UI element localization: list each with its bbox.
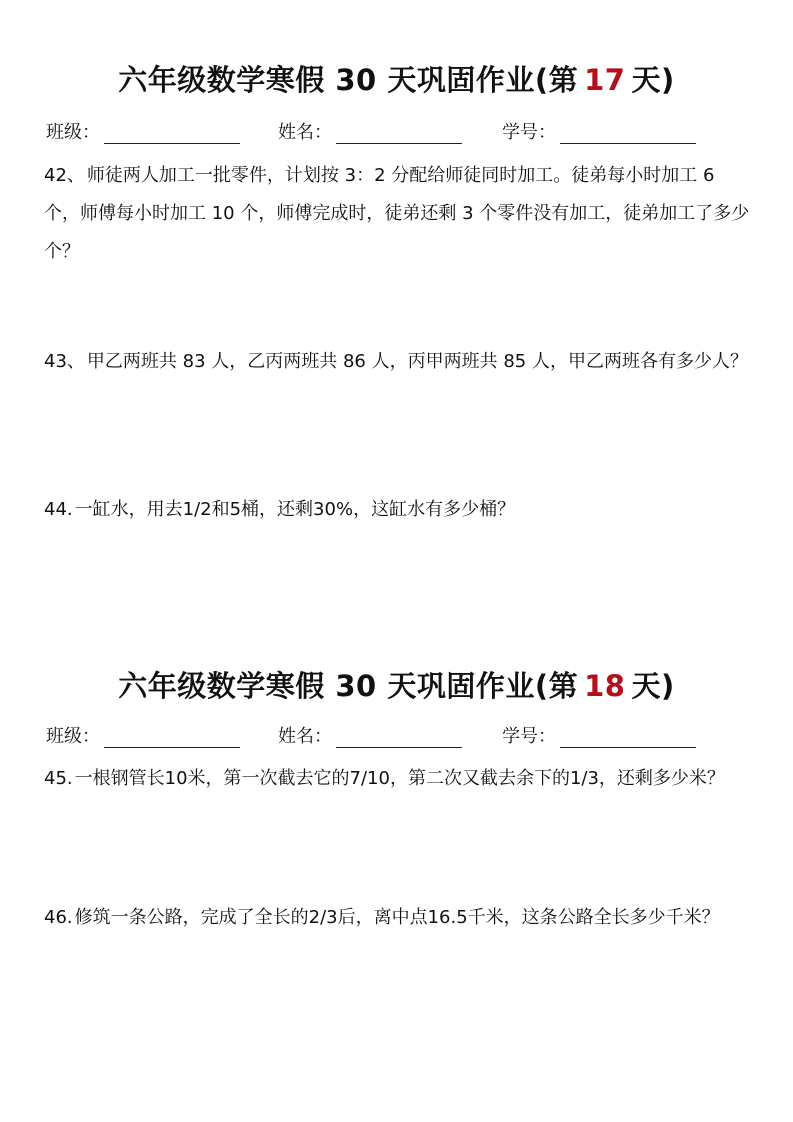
id-blank[interactable]	[560, 729, 696, 748]
title-suffix: 天)	[631, 669, 675, 703]
name-label: 姓名：	[278, 122, 332, 143]
day-number: 18	[584, 669, 626, 703]
class-field	[46, 722, 240, 748]
question-text: 修筑一条公路，完成了全长的2/3后，离中点16.5千米，这条公路全长多少千米？	[74, 907, 720, 928]
question-46	[44, 899, 754, 937]
question-text: 一根钢管长10米，第一次截去它的7/10，第二次又截去余下的1/3，还剩多少米？	[74, 768, 725, 789]
class-label: 班级：	[46, 122, 100, 143]
worksheet-title-day-17	[0, 58, 793, 99]
title-prefix: 六年级数学寒假 30 天巩固作业(第	[118, 63, 579, 97]
question-42	[44, 157, 754, 271]
worksheet-title-day-18	[0, 664, 793, 705]
name-blank[interactable]	[336, 125, 462, 144]
id-label: 学号：	[502, 726, 556, 747]
question-44	[44, 491, 754, 529]
name-label: 姓名：	[278, 726, 332, 747]
question-number: 45.	[44, 768, 73, 789]
name-field	[278, 118, 462, 144]
id-field	[502, 118, 696, 144]
question-43	[44, 343, 754, 381]
student-info-row	[46, 722, 746, 748]
name-field	[278, 722, 462, 748]
question-number: 43、	[44, 351, 85, 372]
question-number: 44.	[44, 499, 73, 520]
student-info-row	[46, 118, 746, 144]
question-number: 42、	[44, 165, 85, 186]
id-blank[interactable]	[560, 125, 696, 144]
id-label: 学号：	[502, 122, 556, 143]
title-suffix: 天)	[631, 63, 675, 97]
name-blank[interactable]	[336, 729, 462, 748]
day-number: 17	[584, 63, 626, 97]
class-blank[interactable]	[104, 125, 240, 144]
class-blank[interactable]	[104, 729, 240, 748]
question-45	[44, 760, 754, 798]
question-text: 师徒两人加工一批零件，计划按 3：2 分配给师徒同时加工。徒弟每小时加工 6 个，师傅每小时加工 10 个，师傅完成时，徒弟还剩 3 个零件没有加工，徒弟加工了多少个？	[44, 165, 750, 262]
id-field	[502, 722, 696, 748]
title-prefix: 六年级数学寒假 30 天巩固作业(第	[118, 669, 579, 703]
question-number: 46.	[44, 907, 73, 928]
question-text: 甲乙两班共 83 人，乙丙两班共 86 人，丙甲两班共 85 人，甲乙两班各有多少人？	[86, 351, 748, 372]
question-text: 一缸水，用去1/2和5桶，还剩30%，这缸水有多少桶？	[74, 499, 516, 520]
class-label: 班级：	[46, 726, 100, 747]
class-field	[46, 118, 240, 144]
